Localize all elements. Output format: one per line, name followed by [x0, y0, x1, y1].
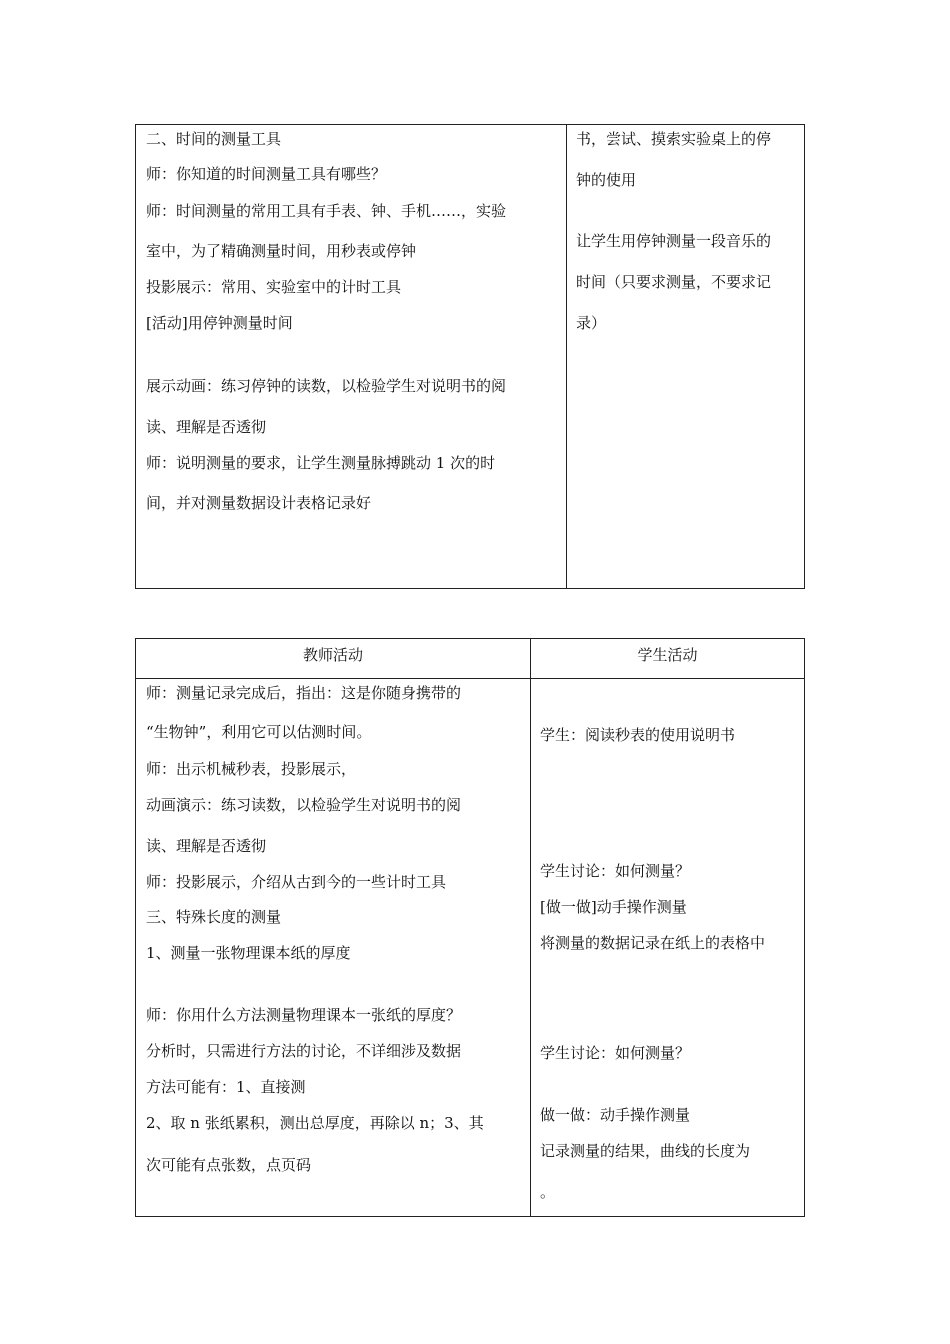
text-line: 师：你知道的时间测量工具有哪些？ — [146, 165, 387, 183]
text-line: 方法可能有：1、直接测 — [146, 1078, 306, 1096]
text-line: 师：时间测量的常用工具有手表、钟、手机……，实验 — [146, 202, 507, 220]
teacher-activity-cell — [136, 679, 530, 1216]
text-line: 三、特殊长度的测量 — [146, 908, 282, 926]
header-teacher-activity: 教师活动 — [302, 646, 363, 664]
text-line: 学生讨论：如何测量？ — [540, 862, 691, 880]
student-activity-cell — [567, 125, 805, 588]
text-line: 录） — [576, 314, 607, 332]
text-line: 分析时，只需进行方法的讨论，不详细涉及数据 — [146, 1042, 462, 1060]
teacher-activity-cell — [136, 125, 566, 588]
text-line: 投影展示：常用、实验室中的计时工具 — [146, 278, 402, 296]
text-line: 师：测量记录完成后，指出：这是你随身携带的 — [146, 684, 462, 702]
text-line: 让学生用停钟测量一段音乐的 — [576, 232, 772, 250]
text-line: “生物钟”，利用它可以估测时间。 — [146, 723, 372, 741]
text-line: 师：你用什么方法测量物理课本一张纸的厚度？ — [146, 1006, 462, 1024]
text-line: 师：投影展示，介绍从古到今的一些计时工具 — [146, 873, 447, 891]
text-line: 读、理解是否透彻 — [146, 418, 267, 436]
text-line: 记录测量的结果，曲线的长度为 — [540, 1142, 751, 1160]
lesson-table-1 — [135, 124, 805, 589]
text-line: 间，并对测量数据设计表格记录好 — [146, 494, 372, 512]
text-line: 将测量的数据记录在纸上的表格中 — [540, 934, 766, 952]
header-student-activity: 学生活动 — [637, 646, 698, 664]
text-line: 2、取 n 张纸累积，测出总厚度，再除以 n；3、其 — [146, 1114, 484, 1132]
text-line: 展示动画：练习停钟的读数，以检验学生对说明书的阅 — [146, 377, 507, 395]
text-line: 读、理解是否透彻 — [146, 837, 267, 855]
text-line: 二、时间的测量工具 — [146, 130, 282, 148]
text-line: 书，尝试、摸索实验桌上的停 — [576, 130, 772, 148]
text-line: 师：说明测量的要求，让学生测量脉搏跳动 1 次的时 — [146, 454, 496, 472]
text-line: 学生讨论：如何测量？ — [540, 1044, 691, 1062]
text-line: 做一做：动手操作测量 — [540, 1106, 691, 1124]
text-line: 师：出示机械秒表，投影展示， — [146, 760, 357, 778]
lesson-table-2 — [135, 638, 805, 1217]
text-line: [做一做]动手操作测量 — [540, 898, 687, 916]
text-line: 次可能有点张数，点页码 — [146, 1156, 312, 1174]
text-line: 室中，为了精确测量时间，用秒表或停钟 — [146, 242, 417, 260]
text-line: 学生：阅读秒表的使用说明书 — [540, 726, 736, 744]
text-line: 钟的使用 — [576, 171, 637, 189]
text-line: 时间（只要求测量，不要求记 — [576, 273, 772, 291]
text-line: [活动]用停钟测量时间 — [146, 314, 293, 332]
text-line: 。 — [540, 1183, 556, 1201]
text-line: 1、测量一张物理课本纸的厚度 — [146, 944, 351, 962]
text-line: 动画演示：练习读数，以检验学生对说明书的阅 — [146, 796, 462, 814]
student-activity-cell — [531, 679, 804, 1216]
